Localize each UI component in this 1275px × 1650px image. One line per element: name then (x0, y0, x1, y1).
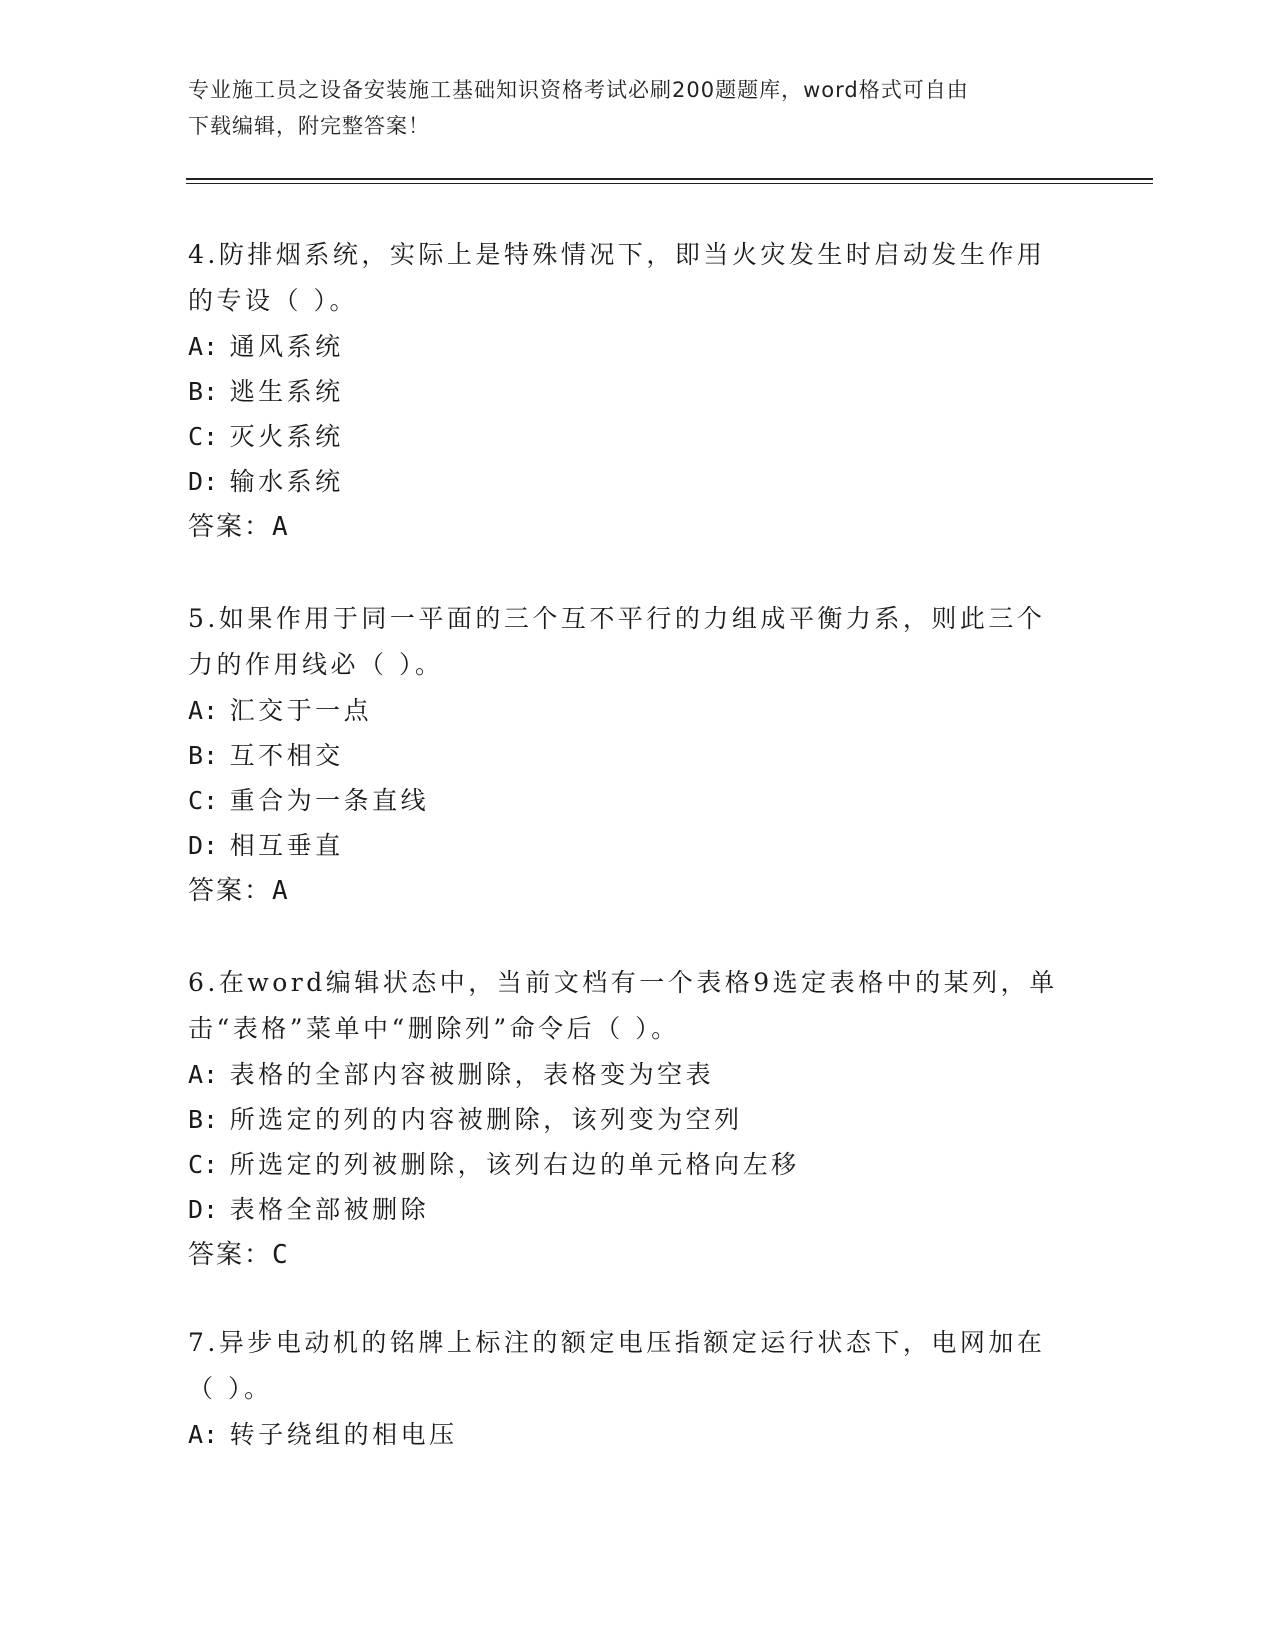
option-text: 汇交于一点 (229, 696, 373, 725)
question-stem-line-2: （ ）。 (188, 1374, 273, 1403)
option-letter: B: (188, 1105, 219, 1134)
option-letter: C: (188, 1150, 219, 1179)
option-d (188, 1187, 1088, 1232)
question-block (188, 596, 1088, 914)
option-letter: A: (188, 1420, 219, 1449)
question-block (188, 1320, 1088, 1457)
option-letter: D: (188, 467, 219, 496)
option-b (188, 369, 1088, 414)
option-a (188, 324, 1088, 369)
question-stem (188, 1320, 1088, 1412)
answer-value: C (272, 1240, 290, 1270)
option-text: 逃生系统 (229, 377, 344, 406)
answer-line (188, 1232, 1088, 1278)
question-stem-line-1: 6.在word编辑状态中，当前文档有一个表格9选定表格中的某列，单 (188, 968, 1058, 997)
option-text: 重合为一条直线 (229, 786, 430, 815)
option-letter: D: (188, 1195, 219, 1224)
option-letter: B: (188, 741, 219, 770)
header-title-line-2: 下载编辑，附完整答案！ (188, 114, 430, 138)
document-header (188, 72, 1078, 144)
option-letter: A: (188, 332, 219, 361)
option-text: 互不相交 (229, 741, 344, 770)
option-text: 灭火系统 (229, 422, 344, 451)
option-a (188, 1412, 1088, 1457)
answer-value: A (272, 512, 290, 542)
option-letter: C: (188, 422, 219, 451)
answer-line (188, 868, 1088, 914)
option-b (188, 733, 1088, 778)
answer-line (188, 504, 1088, 550)
question-stem-line-2: 的专设（ ）。 (188, 286, 358, 315)
option-a (188, 688, 1088, 733)
option-c (188, 778, 1088, 823)
option-letter: A: (188, 1060, 219, 1089)
option-letter: B: (188, 377, 219, 406)
header-divider-thick (186, 178, 1153, 180)
option-c (188, 414, 1088, 459)
option-d (188, 823, 1088, 868)
answer-label: 答案： (188, 1240, 273, 1270)
option-text: 所选定的列的内容被删除，该列变为空列 (229, 1105, 743, 1134)
header-title-line-1: 专业施工员之设备安装施工基础知识资格考试必刷200题题库，word格式可自由 (188, 78, 969, 102)
option-b (188, 1097, 1088, 1142)
question-stem-line-1: 7.异步电动机的铭牌上标注的额定电压指额定运行状态下，电网加在 (188, 1328, 1046, 1357)
option-a (188, 1052, 1088, 1097)
header-divider-thin (186, 183, 1153, 184)
option-letter: C: (188, 786, 219, 815)
question-block (188, 960, 1088, 1278)
option-text: 表格的全部内容被删除，表格变为空表 (229, 1060, 715, 1089)
option-text: 所选定的列被删除，该列右边的单元格向左移 (229, 1150, 800, 1179)
question-stem-line-1: 4.防排烟系统，实际上是特殊情况下，即当火灾发生时启动发生作用 (188, 240, 1046, 269)
question-stem-line-2: 力的作用线必（ ）。 (188, 650, 444, 679)
answer-label: 答案： (188, 512, 273, 542)
question-stem (188, 596, 1088, 688)
question-stem-line-2: 击“表格”菜单中“删除列”命令后（ ）。 (188, 1014, 680, 1043)
option-c (188, 1142, 1088, 1187)
question-stem (188, 960, 1088, 1052)
option-text: 表格全部被删除 (229, 1195, 430, 1224)
option-letter: A: (188, 696, 219, 725)
option-text: 输水系统 (229, 467, 344, 496)
option-d (188, 459, 1088, 504)
question-stem (188, 232, 1088, 324)
option-text: 通风系统 (229, 332, 344, 361)
option-text: 相互垂直 (229, 831, 344, 860)
question-stem-line-1: 5.如果作用于同一平面的三个互不平行的力组成平衡力系，则此三个 (188, 604, 1046, 633)
answer-label: 答案： (188, 876, 273, 906)
answer-value: A (272, 876, 290, 906)
question-block (188, 232, 1088, 550)
option-letter: D: (188, 831, 219, 860)
option-text: 转子绕组的相电压 (229, 1420, 458, 1449)
